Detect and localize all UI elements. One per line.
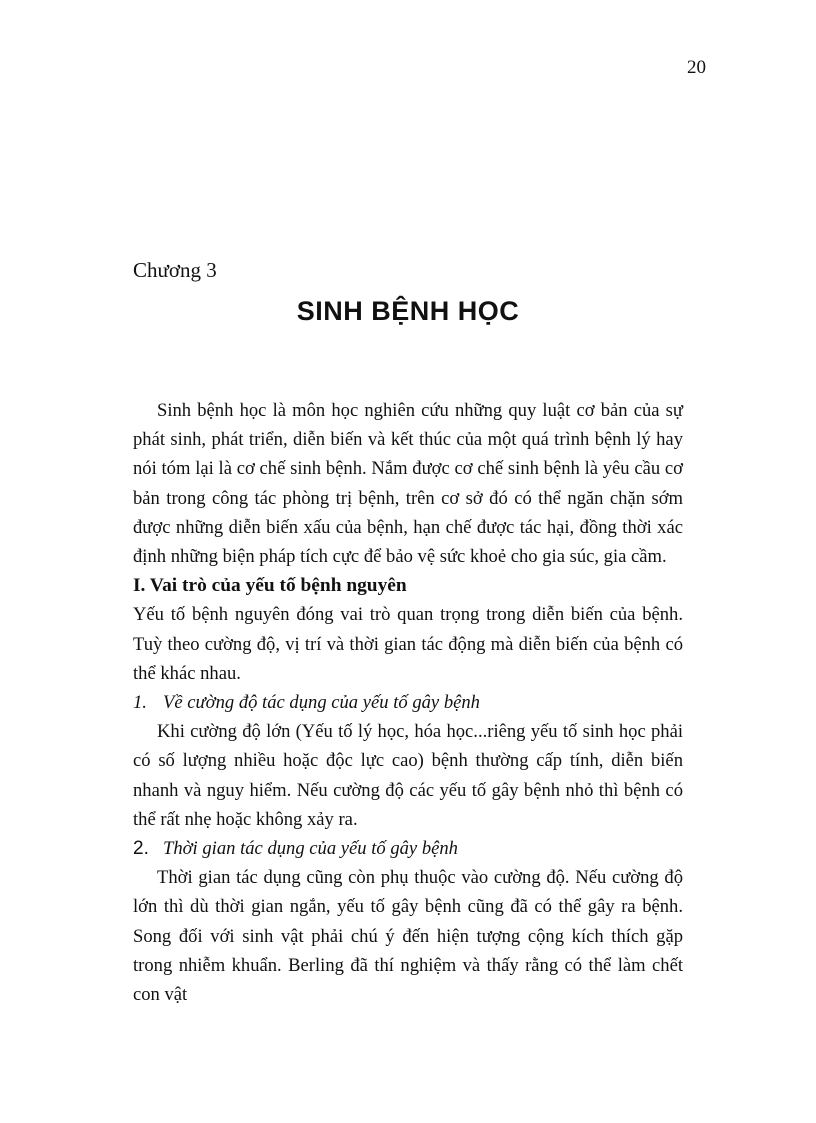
subsection-2-paragraph: Thời gian tác dụng cũng còn phụ thuộc vào cường độ. Nếu cường độ lớn thì dù thời gian ngắn, yếu tố gây bệnh cũng đã có thể gây ra bệnh. Song đối với sinh vật phải chú ý đến hiện tượng cộng kích thích gặp trong nhiễm khuẩn. Berling đã thí nghiệm và thấy rằng có thể làm chết con vật — [133, 867, 683, 1006]
body-text — [133, 396, 683, 1009]
chapter-title: SINH BỆNH HỌC — [296, 296, 520, 326]
page-number: 20 — [687, 57, 706, 78]
section-1-paragraph: Yếu tố bệnh nguyên đóng vai trò quan trọng trong diễn biến của bệnh. Tuỳ theo cường độ, vị trí và thời gian tác động mà diễn biến của bệnh có thể khác nhau. — [133, 604, 683, 684]
subsection-2-title: Thời gian tác dụng của yếu tố gây bệnh — [163, 838, 458, 860]
subsection-1-number: 1. — [133, 692, 147, 714]
subsection-2-number: 2. — [133, 838, 149, 860]
subsection-1-heading — [133, 688, 683, 717]
intro-paragraph: Sinh bệnh học là môn học nghiên cứu những quy luật cơ bản của sự phát sinh, phát triển, diễn biến và kết thúc của một quá trình bệnh lý hay nói tóm lại là cơ chế sinh bệnh. Nắm được cơ chế sinh bệnh là yêu cầu cơ bản trong công tác phòng trị bệnh, trên cơ sở đó có thể ngăn chặn sớm được những diễn biến xấu của bệnh, hạn chế được tác hại, đồng thời xác định những biện pháp tích cực để bảo vệ sức khoẻ cho gia súc, gia cầm. — [133, 400, 683, 568]
chapter-label: Chương 3 — [133, 258, 217, 282]
subsection-1-paragraph: Khi cường độ lớn (Yếu tố lý học, hóa học...riêng yếu tố sinh học phải có số lượng nhiều hoặc độc lực cao) bệnh thường cấp tính, diễn biến nhanh và nguy hiểm. Nếu cường độ các yếu tố gây bệnh nhỏ thì bệnh có thể rất nhẹ hoặc không xảy ra. — [133, 721, 683, 830]
subsection-1-title: Về cường độ tác dụng của yếu tố gây bệnh — [163, 692, 480, 714]
subsection-2-heading — [133, 834, 683, 863]
section-1-heading: I. Vai trò của yếu tố bệnh nguyên — [133, 575, 407, 597]
